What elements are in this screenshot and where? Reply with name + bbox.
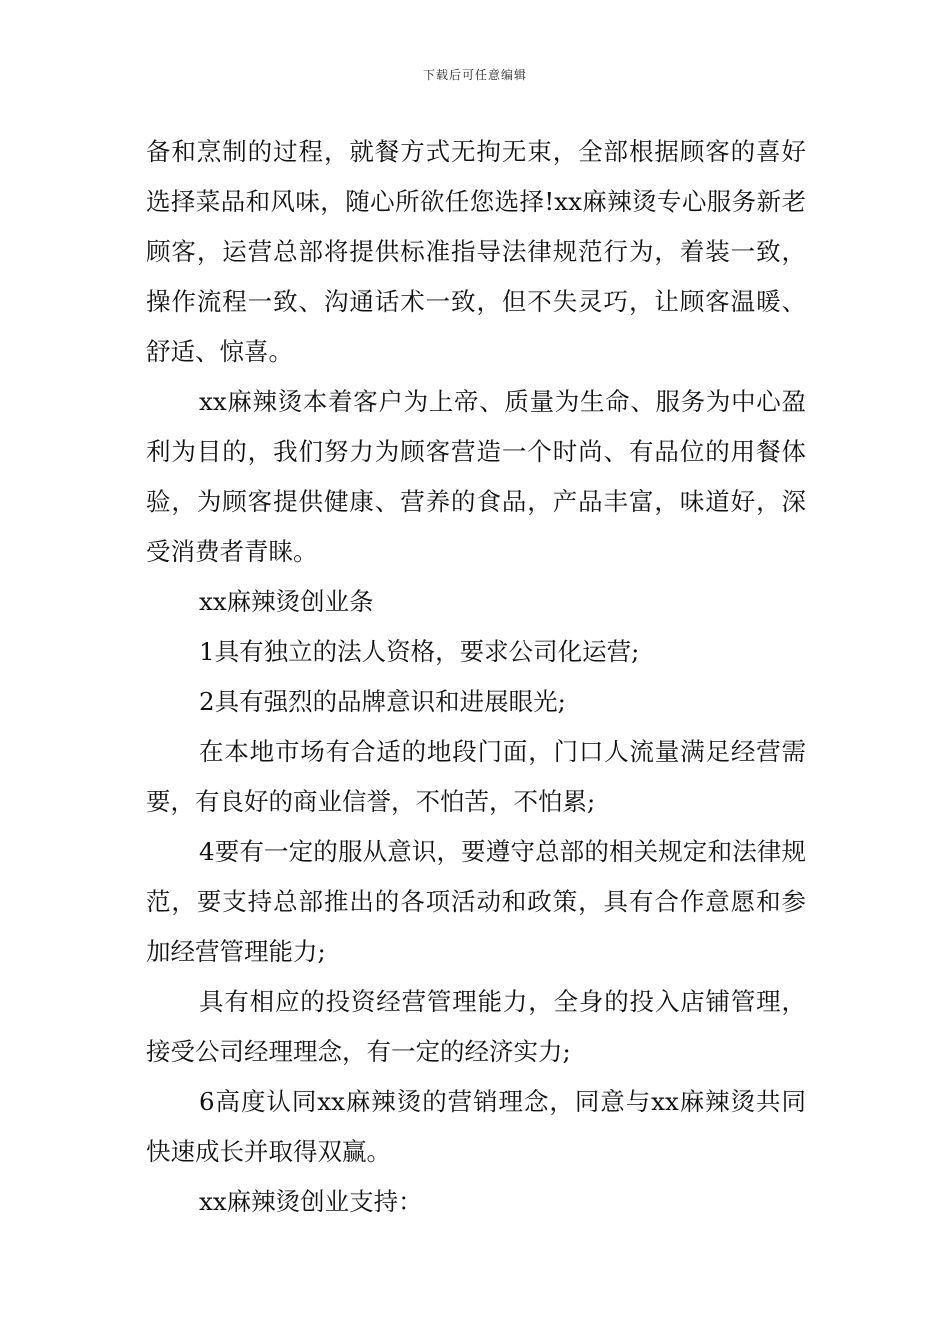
requirement-item-1: 1具有独立的法人资格，要求公司化运营; [199, 637, 640, 666]
requirement-item-5: 具有相应的投资经营管理能力，全身的投入店铺管理，接受公司经理理念，有一定的经济实力; [146, 987, 806, 1066]
document-body [146, 127, 806, 1227]
requirement-item-6: 6高度认同xx麻辣烫的营销理念，同意与xx麻辣烫共同快速成长并取得双赢。 [146, 1087, 806, 1166]
paragraph-company-philosophy: xx麻辣烫本着客户为上帝、质量为生命、服务为中心盈利为目的，我们努力为顾客营造一个时尚、有品位的用餐体验，为顾客提供健康、营养的食品，产品丰富，味道好，深受消费者青睐。 [146, 387, 806, 566]
page-header-note: 下载后可任意编辑 [422, 68, 527, 82]
requirement-item-2: 2具有强烈的品牌意识和进展眼光; [199, 687, 566, 716]
section-heading-support: xx麻辣烫创业支持： [199, 1187, 423, 1216]
paragraph-service-intro: 备和烹制的过程，就餐方式无拘无束，全部根据顾客的喜好选择菜品和风味，随心所欲任您选择!xx麻辣烫专心服务新老顾客，运营总部将提供标准指导法律规范行为，着装一致，操作流程一致、沟通话术一致，但不失灵巧，让顾客温暖、舒适、惊喜。 [146, 137, 806, 366]
section-heading-requirements: xx麻辣烫创业条 [199, 587, 374, 616]
requirement-item-3: 在本地市场有合适的地段门面，门口人流量满足经营需要，有良好的商业信誉，不怕苦，不怕累; [146, 737, 806, 816]
requirement-item-4: 4要有一定的服从意识，要遵守总部的相关规定和法律规范，要支持总部推出的各项活动和政策，具有合作意愿和参加经营管理能力; [146, 837, 806, 966]
